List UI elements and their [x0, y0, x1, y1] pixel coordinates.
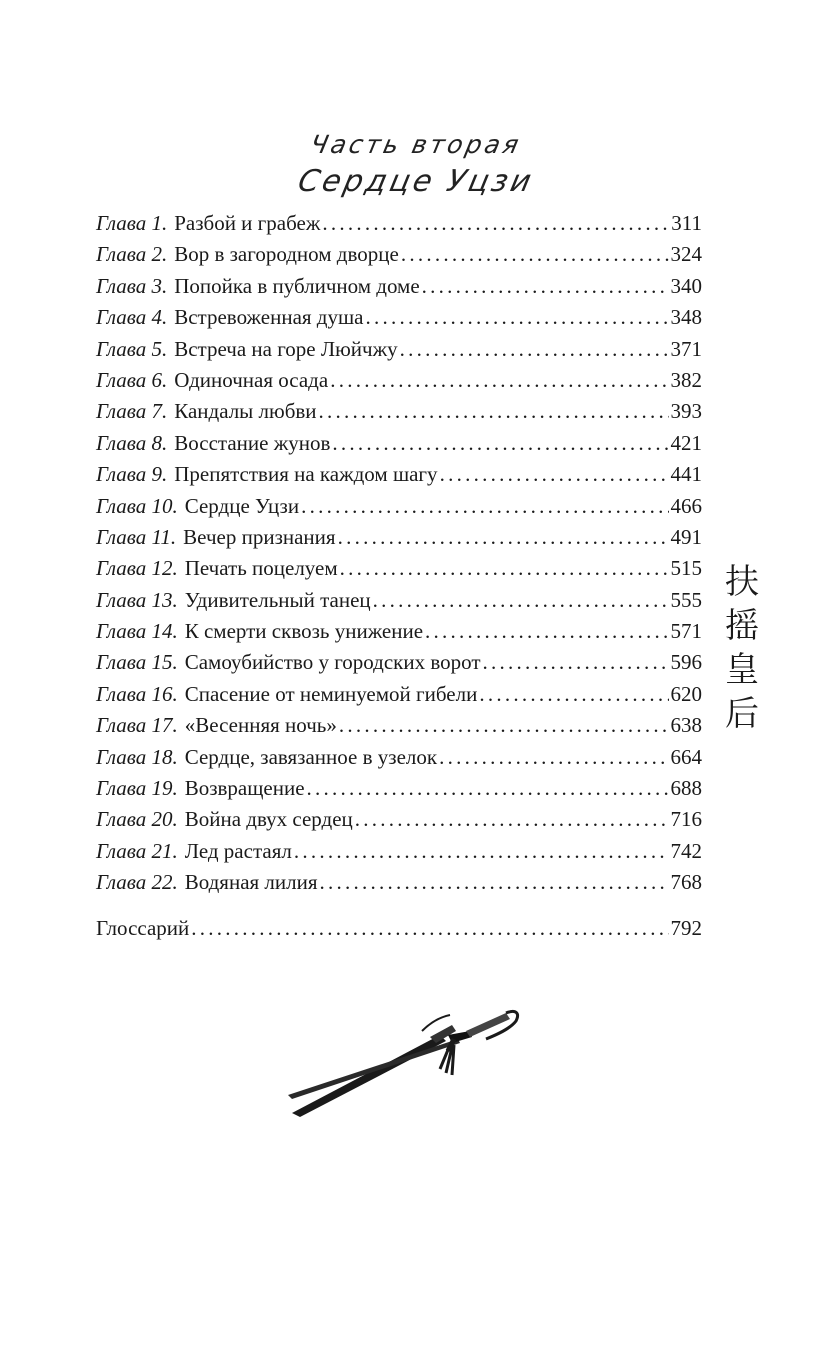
chapter-title: Разбой и грабеж	[174, 211, 321, 235]
sword-scabbard-icon	[280, 995, 530, 1125]
chapter-title: Удивительный танец	[184, 587, 371, 612]
chapter-title: Печать поцелуем	[184, 556, 338, 581]
toc-entry[interactable]	[96, 208, 702, 239]
chapter-number: Глава 20.	[96, 807, 178, 832]
page-number: 348	[670, 305, 702, 330]
page-number: 491	[670, 524, 702, 549]
chapter-number: Глава 15.	[96, 650, 178, 675]
page-number: 382	[670, 367, 702, 392]
leader-dots	[483, 647, 669, 678]
glossary-title: Глоссарий	[96, 915, 190, 940]
leader-dots	[439, 742, 668, 773]
leader-dots	[440, 459, 669, 490]
part-title: Сердце Уцзи	[294, 164, 538, 199]
toc-entry[interactable]	[96, 396, 702, 427]
toc-entry-glossary[interactable]	[96, 913, 702, 944]
leader-dots	[479, 679, 668, 710]
chapter-title: Вечер признания	[183, 524, 336, 549]
toc-entry[interactable]	[96, 365, 702, 396]
page-number: 716	[670, 807, 702, 832]
leader-dots	[294, 836, 669, 867]
toc-entry[interactable]	[96, 616, 702, 647]
page-number: 466	[670, 493, 702, 518]
chapter-title: Препятствия на каждом шагу	[174, 462, 438, 487]
toc-entry[interactable]	[96, 239, 702, 270]
chapter-title: Восстание жунов	[174, 430, 331, 455]
vertical-chinese-title	[720, 560, 764, 736]
toc-entry[interactable]	[96, 334, 702, 365]
title-char: 皇	[725, 650, 759, 690]
toc-entry[interactable]	[96, 553, 702, 584]
page-number: 515	[670, 556, 702, 581]
chapter-number: Глава 19.	[96, 776, 178, 801]
leader-dots	[320, 867, 669, 898]
page-number: 371	[670, 336, 702, 361]
chapter-number: Глава 17.	[96, 713, 178, 738]
page-number: 768	[670, 870, 702, 895]
toc-entry[interactable]	[96, 491, 702, 522]
page-number: 421	[670, 430, 702, 455]
page-number: 393	[670, 399, 702, 424]
page-number: 638	[670, 713, 702, 738]
toc-entry[interactable]	[96, 271, 702, 302]
chapter-number: Глава 7.	[96, 399, 168, 424]
toc-entry[interactable]	[96, 647, 702, 678]
leader-dots	[340, 553, 669, 584]
toc-entry[interactable]	[96, 710, 702, 741]
toc-entry[interactable]	[96, 585, 702, 616]
chapter-number: Глава 2.	[96, 242, 168, 267]
chapter-number: Глава 12.	[96, 556, 178, 581]
page-number: 596	[670, 650, 702, 675]
page-number: 571	[670, 619, 702, 644]
table-of-contents	[96, 208, 702, 944]
chapter-number: Глава 18.	[96, 744, 178, 769]
page-number: 620	[670, 681, 702, 706]
page-number: 441	[670, 462, 702, 487]
chapter-title: Одиночная осада	[174, 367, 329, 392]
chapter-number: Глава 9.	[96, 462, 168, 487]
chapter-title: К смерти сквозь унижение	[184, 619, 424, 644]
chapter-title: Встревоженная душа	[174, 305, 364, 330]
chapter-title: Встреча на горе Люйчжу	[174, 336, 398, 361]
chapter-number: Глава 3.	[96, 273, 168, 298]
toc-entry[interactable]	[96, 522, 702, 553]
toc-entry[interactable]	[96, 773, 702, 804]
leader-dots	[191, 913, 668, 944]
toc-entry[interactable]	[96, 836, 702, 867]
chapter-title: Водяная лилия	[184, 870, 318, 895]
chapter-title: Сердце, завязанное в узелок	[184, 744, 438, 769]
toc-entry[interactable]	[96, 804, 702, 835]
leader-dots	[339, 710, 669, 741]
leader-dots	[425, 616, 668, 647]
chapter-title: Самоубийство у городских ворот	[184, 650, 481, 675]
chapter-number: Глава 1.	[96, 211, 168, 235]
toc-entry[interactable]	[96, 428, 702, 459]
leader-dots	[422, 271, 669, 302]
leader-dots	[322, 208, 669, 239]
chapter-number: Глава 10.	[96, 493, 178, 518]
page-number: 688	[670, 776, 702, 801]
chapter-number: Глава 16.	[96, 681, 178, 706]
page-number: 324	[670, 242, 702, 267]
chapter-title: Вор в загородном дворце	[174, 242, 399, 267]
page-number: 311	[671, 211, 702, 235]
chapter-title: Сердце Уцзи	[184, 493, 300, 518]
title-char: 后	[725, 694, 759, 734]
page-number: 742	[670, 838, 702, 863]
leader-dots	[338, 522, 669, 553]
chapter-title: Лед растаял	[184, 838, 292, 863]
leader-dots	[330, 365, 668, 396]
toc-entry[interactable]	[96, 867, 702, 898]
page-number: 664	[670, 744, 702, 769]
chapter-number: Глава 5.	[96, 336, 168, 361]
leader-dots	[301, 491, 668, 522]
leader-dots	[307, 773, 669, 804]
title-char: 扶	[725, 562, 759, 602]
leader-dots	[366, 302, 669, 333]
chapter-title: Возвращение	[184, 776, 305, 801]
toc-entry[interactable]	[96, 302, 702, 333]
page-number: 340	[670, 273, 702, 298]
chapter-number: Глава 6.	[96, 367, 168, 392]
leader-dots	[401, 239, 669, 270]
toc-entry[interactable]	[96, 459, 702, 490]
chapter-title: «Весенняя ночь»	[184, 713, 337, 738]
leader-dots	[355, 804, 669, 835]
leader-dots	[400, 334, 669, 365]
chapter-number: Глава 4.	[96, 305, 168, 330]
chapter-title: Кандалы любви	[174, 399, 317, 424]
leader-dots	[332, 428, 668, 459]
leader-dots	[319, 396, 669, 427]
part-label: Часть вторая	[307, 130, 525, 159]
chapter-title: Спасение от неминуемой гибели	[184, 681, 478, 706]
leader-dots	[373, 585, 669, 616]
title-char: 摇	[725, 606, 759, 646]
chapter-title: Война двух сердец	[184, 807, 353, 832]
chapter-number: Глава 21.	[96, 838, 178, 863]
chapter-number: Глава 8.	[96, 430, 168, 455]
chapter-number: Глава 22.	[96, 870, 178, 895]
page-number: 555	[670, 587, 702, 612]
toc-entry[interactable]	[96, 679, 702, 710]
chapter-number: Глава 11.	[96, 524, 177, 549]
chapter-title: Попойка в публичном доме	[174, 273, 420, 298]
toc-entry[interactable]	[96, 742, 702, 773]
chapter-number: Глава 14.	[96, 619, 178, 644]
page-number: 792	[670, 915, 702, 940]
chapter-number: Глава 13.	[96, 587, 178, 612]
